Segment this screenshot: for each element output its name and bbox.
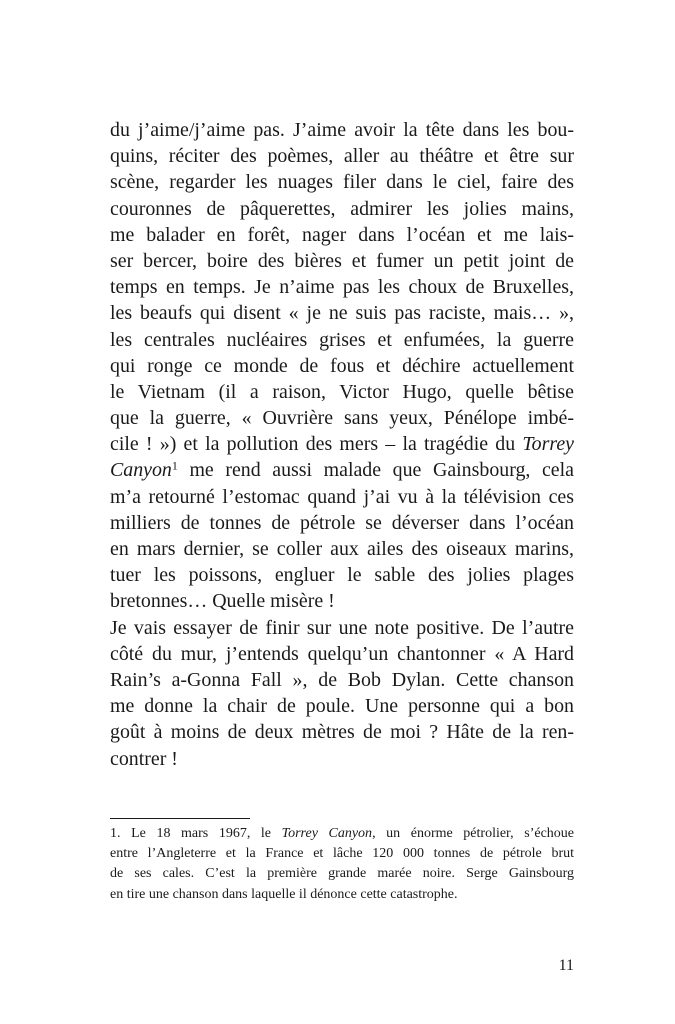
text-segment: en mars dernier, se coller aux ailes des oiseaux marins, — [110, 538, 574, 560]
text-line — [110, 117, 574, 143]
text-segment: milliers de tonnes de pétrole se déverser dans l’océan — [110, 511, 574, 534]
text-line — [110, 484, 574, 510]
text-segment: me rend aussi malade que Gainsbourg, cela — [177, 459, 574, 482]
text-line — [110, 405, 574, 431]
italic-title: Canyon — [110, 459, 172, 482]
text-segment: bretonnes… Quelle misère ! — [110, 590, 335, 613]
text-line — [110, 169, 574, 195]
text-segment: me donne la chair de poule. Une personne qui a bon — [110, 695, 574, 718]
text-line — [110, 824, 574, 844]
text-line — [110, 864, 574, 884]
footnote-separator — [110, 818, 250, 819]
text-segment: tuer les poissons, engluer le sable des jolies plages — [110, 564, 574, 587]
text-line — [110, 641, 574, 667]
text-segment: qui ronge ce monde de fous et déchire actuellement — [110, 354, 574, 377]
text-line — [110, 327, 574, 353]
text-segment: 1. Le 18 mars 1967, le — [110, 826, 282, 841]
text-line — [110, 431, 574, 457]
text-segment: contrer ! — [110, 747, 178, 770]
text-segment: scène, regarder les nuages filer dans le ciel, faire des — [110, 171, 574, 194]
text-segment: en tire une chanson dans laquelle il dénonce cette catastrophe. — [110, 886, 458, 902]
text-segment: Rain’s a-Gonna Fall », de Bob Dylan. Cette chanson — [110, 668, 574, 691]
text-segment: temps en temps. Je n’aime pas les choux de Bruxelles, — [110, 276, 574, 299]
footnote-ref: 1 — [171, 458, 178, 473]
text-segment: que la guerre, « Ouvrière sans yeux, Pénélope imbé- — [110, 407, 574, 430]
italic-title: Torrey — [522, 433, 574, 456]
text-line — [110, 510, 574, 536]
text-line — [110, 300, 574, 326]
text-segment: du j’aime/j’aime pas. J’aime avoir la tête dans les bou- — [110, 119, 574, 141]
text-segment: me balader en forêt, nager dans l’océan et me lais- — [110, 223, 574, 246]
text-line — [110, 536, 574, 562]
text-segment: entre l’Angleterre et la France et lâche 120 000 tonnes de pétrole brut — [110, 846, 574, 862]
text-segment: côté du mur, j’entends quelqu’un chantonner « A Hard — [110, 642, 574, 665]
text-line — [110, 222, 574, 248]
text-segment: les beaufs qui disent « je ne suis pas raciste, mais… », — [110, 302, 574, 325]
text-line — [110, 844, 574, 864]
text-segment: de ses cales. C’est la première grande marée noire. Serge Gainsbourg — [110, 866, 574, 882]
italic-title: Torrey Canyon — [281, 826, 373, 841]
page-number: 11 — [558, 957, 574, 974]
text-line — [110, 353, 574, 379]
text-line — [110, 693, 574, 719]
text-segment: le Vietnam (il a raison, Victor Hugo, quelle bêtise — [110, 380, 574, 403]
text-line — [110, 457, 574, 483]
text-segment: Je vais essayer de finir sur une note positive. De l’autre — [110, 616, 574, 639]
footnote — [110, 824, 574, 905]
text-segment: cile ! ») et la pollution des mers – la tragédie du — [110, 433, 523, 456]
text-segment: les centrales nucléaires grises et enfumées, la guerre — [110, 328, 574, 351]
text-line — [110, 562, 574, 588]
text-line — [110, 248, 574, 274]
text-line — [110, 143, 574, 169]
text-segment: , un énorme pétrolier, s’échoue — [372, 826, 575, 841]
text-line — [110, 274, 574, 300]
text-line — [110, 588, 574, 614]
text-segment: ser bercer, boire des bières et fumer un petit joint de — [110, 249, 574, 272]
text-segment: couronnes de pâquerettes, admirer les jolies mains, — [110, 197, 574, 220]
text-line — [110, 196, 574, 222]
text-line — [110, 719, 574, 745]
text-line — [110, 885, 574, 905]
text-line — [110, 667, 574, 693]
text-line — [110, 746, 574, 772]
body-text — [110, 117, 574, 772]
text-line — [110, 379, 574, 405]
text-segment: quins, réciter des poèmes, aller au théâtre et être sur — [110, 145, 574, 168]
text-line — [110, 615, 574, 641]
text-segment: m’a retourné l’estomac quand j’ai vu à la télévision ces — [110, 485, 574, 508]
text-segment: goût à moins de deux mètres de moi ? Hâte de la ren- — [110, 721, 574, 744]
